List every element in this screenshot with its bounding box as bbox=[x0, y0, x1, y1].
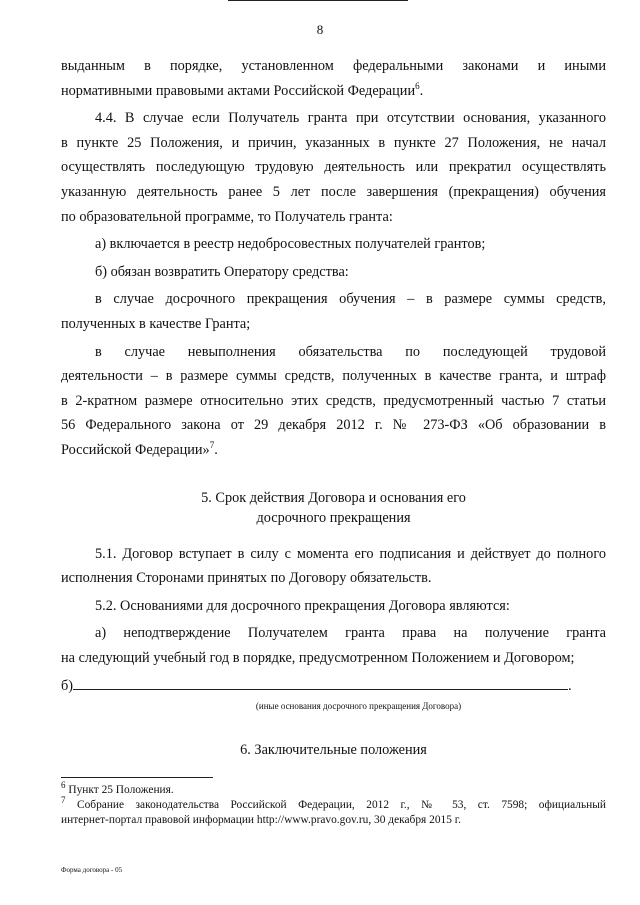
paragraph-line: выданным в порядке, установленном федеральными законами и иными bbox=[61, 58, 606, 74]
blank-caption: (иные основания досрочного прекращения Договора) bbox=[255, 701, 462, 712]
punctuation: . bbox=[419, 82, 424, 99]
punctuation: . bbox=[214, 441, 218, 458]
footnote bbox=[61, 795, 606, 813]
paragraph-line: 56 Федерального закона от 29 декабря 2012 г. № 273-ФЗ «Об образовании в bbox=[61, 417, 606, 434]
paragraph-line: деятельности – в размере суммы средств, полученных в качестве гранта, и штраф bbox=[61, 368, 606, 385]
footnote-number: 6 bbox=[61, 780, 66, 791]
paragraph-line: 4.4. В случае если Получатель гранта при отсутствии основания, указанного bbox=[95, 110, 606, 127]
section-heading-line: досрочного прекращения bbox=[256, 509, 411, 526]
paragraph-line: на следующий учебный год в порядке, предусмотренном Положением и Договором; bbox=[61, 649, 575, 666]
paragraph-line: осуществлять последующую трудовую деятельность или прекратил осуществлять bbox=[61, 159, 606, 176]
paragraph-line: 5.2. Основаниями для досрочного прекращения Договора являются: bbox=[95, 597, 510, 614]
paragraph-line: указанную деятельность ранее 5 лет после завершения (прекращения) обучения bbox=[61, 183, 606, 200]
paragraph-line: в пункте 25 Положения, и причин, указанных в пункте 27 Положения, не начал bbox=[61, 134, 606, 151]
paragraph-line: полученных в качестве Гранта; bbox=[61, 315, 251, 332]
punctuation: . bbox=[568, 678, 572, 695]
footnote-ref: 6 bbox=[415, 80, 420, 91]
paragraph-text: Российской Федерации» bbox=[61, 441, 210, 458]
top-rule bbox=[228, 0, 408, 1]
list-item: б) обязан возвратить Оператору средства: bbox=[95, 263, 349, 280]
paragraph-line: исполнения Сторонами принятых по Договору обязательств. bbox=[61, 570, 432, 587]
list-item: а) включается в реестр недобросовестных получателей грантов; bbox=[95, 236, 486, 253]
section-heading-line: 5. Срок действия Договора и основания его bbox=[201, 489, 466, 506]
paragraph-line: по образовательной программе, то Получатель гранта: bbox=[61, 208, 393, 225]
form-label: Форма договора - 05 bbox=[61, 866, 123, 874]
paragraph-line bbox=[61, 438, 606, 463]
footnote bbox=[61, 780, 606, 798]
page-number: 8 bbox=[316, 22, 324, 37]
paragraph-line: в случае досрочного прекращения обучения – в размере суммы средств, bbox=[95, 291, 606, 308]
fill-in-row bbox=[61, 673, 606, 699]
footnotes bbox=[61, 780, 606, 828]
fill-in-blank[interactable] bbox=[73, 673, 568, 690]
paragraph-line: 5.1. Договор вступает в силу с момента его подписания и действует до полного bbox=[95, 545, 606, 562]
footnote-separator bbox=[61, 777, 213, 778]
footnote-line: интернет-портал правовой информации http://www.pravo.gov.ru, 30 декабря 2015 г. bbox=[61, 814, 461, 826]
list-label: б) bbox=[61, 678, 74, 695]
footnote-number: 7 bbox=[61, 795, 66, 806]
section-heading: 6. Заключительные положения bbox=[240, 742, 427, 759]
footnote-text: Пункт 25 Положения. bbox=[65, 784, 174, 796]
footnote-ref: 7 bbox=[209, 440, 215, 451]
section-heading bbox=[61, 488, 606, 528]
paragraph-text: нормативными правовыми актами Российской Федерации bbox=[61, 82, 416, 99]
document-body bbox=[61, 54, 606, 763]
paragraph-line bbox=[61, 79, 606, 104]
list-item: а) неподтверждение Получателем гранта права на получение гранта bbox=[95, 625, 606, 642]
paragraph-line: в 2-кратном размере относительно этих средств, предусмотренный частью 7 статьи bbox=[61, 392, 606, 409]
footnote-text: Собрание законодательства Российской Федерации, 2012 г., № 53, ст. 7598; официальный bbox=[65, 799, 606, 811]
paragraph-line: в случае невыполнения обязательства по последующей трудовой bbox=[95, 343, 606, 360]
